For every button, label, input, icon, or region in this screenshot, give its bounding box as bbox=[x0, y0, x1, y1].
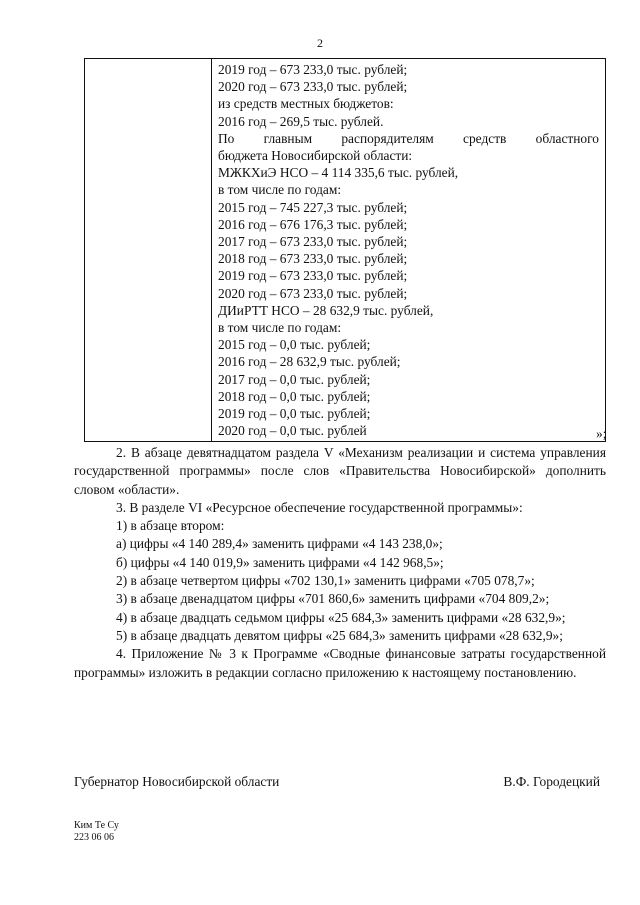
table-line: 2017 год – 0,0 тыс. рублей; bbox=[218, 371, 371, 387]
table-line: 2016 год – 28 632,9 тыс. рублей; bbox=[218, 354, 401, 370]
table-line: 2018 год – 673 233,0 тыс. рублей; bbox=[218, 251, 408, 267]
executor-phone: 223 06 06 bbox=[74, 832, 114, 843]
document-body bbox=[74, 444, 606, 682]
executor-info bbox=[74, 820, 119, 844]
table-line: 2016 год – 676 176,3 тыс. рублей; bbox=[218, 216, 408, 232]
table-close-quote: »; bbox=[596, 426, 607, 441]
table-line: в том числе по годам: bbox=[218, 320, 342, 336]
table-line: бюджета Новосибирской области: bbox=[218, 148, 413, 164]
table-line: ДИиРТТ НСО – 28 632,9 тыс. рублей, bbox=[218, 302, 434, 318]
paragraph: 4. Приложение № 3 к Программе «Сводные финансовые затраты государственной программы» изложить в редакции согласно приложению к настоящему постановлению. bbox=[74, 646, 606, 680]
funding-table bbox=[84, 58, 606, 442]
page-number: 2 bbox=[317, 36, 323, 50]
paragraph: 2) в абзаце четвертом цифры «702 130,1» заменить цифрами «705 078,7»; bbox=[116, 573, 535, 589]
paragraph: 3) в абзаце двенадцатом цифры «701 860,6» заменить цифрами «704 809,2»; bbox=[116, 591, 550, 607]
paragraph: б) цифры «4 140 019,9» заменить цифрами «4 142 968,5»; bbox=[116, 554, 444, 570]
table-line: 2015 год – 745 227,3 тыс. рублей; bbox=[218, 199, 408, 215]
table-line: МЖКХиЭ НСО – 4 114 335,6 тыс. рублей, bbox=[218, 165, 459, 181]
table-line: в том числе по годам: bbox=[218, 182, 342, 198]
table-line: 2019 год – 673 233,0 тыс. рублей; bbox=[218, 268, 408, 284]
table-line: 2020 год – 673 233,0 тыс. рублей; bbox=[218, 285, 408, 301]
paragraph: 4) в абзаце двадцать седьмом цифры «25 684,3» заменить цифрами «28 632,9»; bbox=[116, 609, 566, 625]
table-line: 2018 год – 0,0 тыс. рублей; bbox=[218, 388, 371, 404]
table-line: 2019 год – 673 233,0 тыс. рублей; bbox=[218, 62, 408, 77]
table-left-cell bbox=[85, 59, 212, 442]
paragraph: 3. В разделе VI «Ресурсное обеспечение государственной программы»: bbox=[116, 499, 523, 515]
table-line: 2016 год – 269,5 тыс. рублей. bbox=[218, 113, 384, 129]
table-line: 2019 год – 0,0 тыс. рублей; bbox=[218, 406, 371, 422]
table-line: 2020 год – 0,0 тыс. рублей bbox=[218, 423, 367, 439]
paragraph: а) цифры «4 140 289,4» заменить цифрами «4 143 238,0»; bbox=[116, 536, 443, 552]
table-line: 2020 год – 673 233,0 тыс. рублей; bbox=[218, 79, 408, 95]
table-right-cell bbox=[212, 59, 606, 442]
paragraph: 1) в абзаце втором: bbox=[116, 518, 225, 534]
executor-name: Ким Те Су bbox=[74, 820, 119, 831]
table-line: По главным распорядителям средств областного bbox=[218, 130, 599, 146]
signature-position: Губернатор Новосибирской области bbox=[74, 774, 280, 789]
table-line: из средств местных бюджетов: bbox=[218, 96, 394, 112]
table-line: 2017 год – 673 233,0 тыс. рублей; bbox=[218, 234, 408, 250]
signature-name: В.Ф. Городецкий bbox=[503, 774, 600, 789]
paragraph: 5) в абзаце двадцать девятом цифры «25 684,3» заменить цифрами «28 632,9»; bbox=[116, 627, 563, 643]
table-line: 2015 год – 0,0 тыс. рублей; bbox=[218, 337, 371, 353]
paragraph: 2. В абзаце девятнадцатом раздела V «Механизм реализации и система управления государственной программы» после слов «Правительства Новосибирской» дополнить словом «области». bbox=[74, 445, 606, 497]
